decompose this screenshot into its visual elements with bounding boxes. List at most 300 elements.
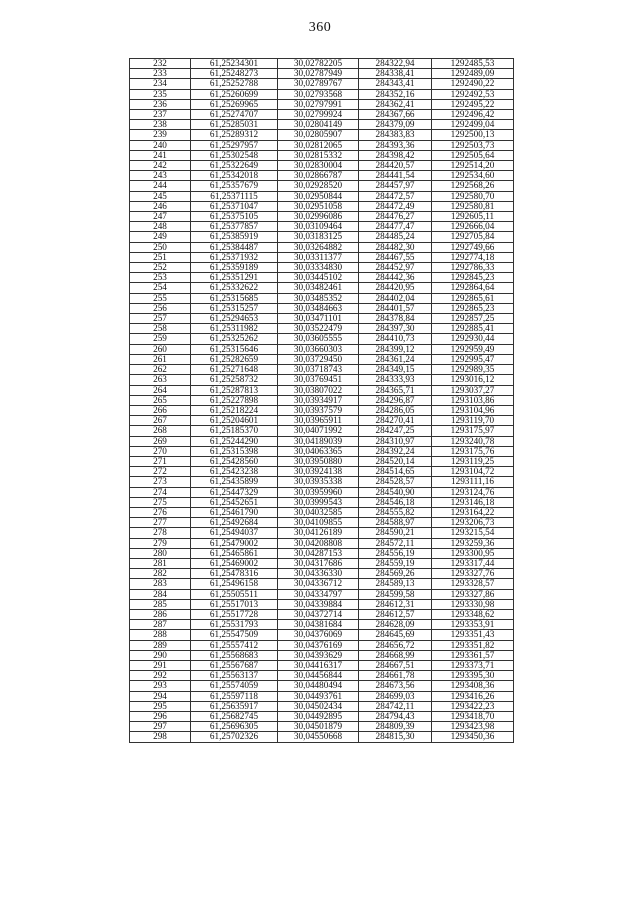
x-coordinate-cell: 284441,54 — [359, 171, 432, 181]
latitude-cell: 61,25702326 — [191, 732, 278, 742]
longitude-cell: 30,03937579 — [278, 405, 359, 415]
longitude-cell: 30,04032585 — [278, 507, 359, 517]
point-number-cell: 265 — [130, 395, 191, 405]
y-coordinate-cell: 1292865,61 — [432, 293, 514, 303]
table-row — [130, 232, 514, 242]
table-row — [130, 385, 514, 395]
y-coordinate-cell: 1293111,16 — [432, 477, 514, 487]
y-coordinate-cell: 1293146,18 — [432, 497, 514, 507]
latitude-cell: 61,25517013 — [191, 599, 278, 609]
latitude-cell: 61,25563137 — [191, 671, 278, 681]
table-row — [130, 263, 514, 273]
table-row — [130, 405, 514, 415]
point-number-cell: 239 — [130, 130, 191, 140]
x-coordinate-cell: 284667,51 — [359, 660, 432, 670]
latitude-cell: 61,25371932 — [191, 252, 278, 262]
latitude-cell: 61,25234301 — [191, 59, 278, 69]
table-row — [130, 671, 514, 681]
x-coordinate-cell: 284742,11 — [359, 701, 432, 711]
latitude-cell: 61,25274707 — [191, 110, 278, 120]
table-row — [130, 222, 514, 232]
longitude-cell: 30,03924138 — [278, 467, 359, 477]
x-coordinate-cell: 284555,82 — [359, 507, 432, 517]
y-coordinate-cell: 1293119,70 — [432, 416, 514, 426]
latitude-cell: 61,25244290 — [191, 436, 278, 446]
table-row — [130, 558, 514, 568]
y-coordinate-cell: 1293300,95 — [432, 548, 514, 558]
x-coordinate-cell: 284322,94 — [359, 59, 432, 69]
point-number-cell: 291 — [130, 660, 191, 670]
y-coordinate-cell: 1292492,53 — [432, 89, 514, 99]
table-row — [130, 171, 514, 181]
x-coordinate-cell: 284343,41 — [359, 79, 432, 89]
point-number-cell: 242 — [130, 161, 191, 171]
x-coordinate-cell: 284794,43 — [359, 712, 432, 722]
longitude-cell: 30,02793568 — [278, 89, 359, 99]
y-coordinate-cell: 1293423,98 — [432, 722, 514, 732]
point-number-cell: 280 — [130, 548, 191, 558]
longitude-cell: 30,04381684 — [278, 620, 359, 630]
latitude-cell: 61,25517728 — [191, 609, 278, 619]
x-coordinate-cell: 284296,87 — [359, 395, 432, 405]
point-number-cell: 281 — [130, 558, 191, 568]
table-row — [130, 467, 514, 477]
x-coordinate-cell: 284661,78 — [359, 671, 432, 681]
longitude-cell: 30,03959960 — [278, 487, 359, 497]
table-row — [130, 395, 514, 405]
x-coordinate-cell: 284410,73 — [359, 334, 432, 344]
latitude-cell: 61,25269965 — [191, 99, 278, 109]
latitude-cell: 61,25258732 — [191, 375, 278, 385]
point-number-cell: 236 — [130, 99, 191, 109]
table-row — [130, 660, 514, 670]
point-number-cell: 241 — [130, 150, 191, 160]
table-row — [130, 365, 514, 375]
latitude-cell: 61,25248273 — [191, 69, 278, 79]
table-row — [130, 181, 514, 191]
y-coordinate-cell: 1293317,44 — [432, 558, 514, 568]
y-coordinate-cell: 1292666,04 — [432, 222, 514, 232]
y-coordinate-cell: 1293450,36 — [432, 732, 514, 742]
table-row — [130, 620, 514, 630]
longitude-cell: 30,04493761 — [278, 691, 359, 701]
x-coordinate-cell: 284588,97 — [359, 518, 432, 528]
y-coordinate-cell: 1293327,76 — [432, 569, 514, 579]
table-row — [130, 548, 514, 558]
x-coordinate-cell: 284398,42 — [359, 150, 432, 160]
point-number-cell: 276 — [130, 507, 191, 517]
latitude-cell: 61,25384487 — [191, 242, 278, 252]
y-coordinate-cell: 1292989,35 — [432, 365, 514, 375]
point-number-cell: 286 — [130, 609, 191, 619]
latitude-cell: 61,25597118 — [191, 691, 278, 701]
longitude-cell: 30,04317686 — [278, 558, 359, 568]
longitude-cell: 30,04189039 — [278, 436, 359, 446]
point-number-cell: 295 — [130, 701, 191, 711]
longitude-cell: 30,03264882 — [278, 242, 359, 252]
x-coordinate-cell: 284572,11 — [359, 538, 432, 548]
longitude-cell: 30,04550668 — [278, 732, 359, 742]
point-number-cell: 298 — [130, 732, 191, 742]
y-coordinate-cell: 1293215,54 — [432, 528, 514, 538]
latitude-cell: 61,25435899 — [191, 477, 278, 487]
longitude-cell: 30,03965911 — [278, 416, 359, 426]
point-number-cell: 271 — [130, 456, 191, 466]
point-number-cell: 258 — [130, 324, 191, 334]
longitude-cell: 30,03484663 — [278, 303, 359, 313]
x-coordinate-cell: 284559,19 — [359, 558, 432, 568]
y-coordinate-cell: 1293037,27 — [432, 385, 514, 395]
x-coordinate-cell: 284673,56 — [359, 681, 432, 691]
longitude-cell: 30,02830004 — [278, 161, 359, 171]
table-row — [130, 354, 514, 364]
table-row — [130, 303, 514, 313]
x-coordinate-cell: 284482,30 — [359, 242, 432, 252]
point-number-cell: 285 — [130, 599, 191, 609]
latitude-cell: 61,25469002 — [191, 558, 278, 568]
x-coordinate-cell: 284520,14 — [359, 456, 432, 466]
x-coordinate-cell: 284452,97 — [359, 263, 432, 273]
longitude-cell: 30,02804149 — [278, 120, 359, 130]
x-coordinate-cell: 284528,57 — [359, 477, 432, 487]
table-row — [130, 446, 514, 456]
latitude-cell: 61,25371047 — [191, 201, 278, 211]
table-row — [130, 375, 514, 385]
point-number-cell: 293 — [130, 681, 191, 691]
latitude-cell: 61,25271648 — [191, 365, 278, 375]
table-row — [130, 609, 514, 619]
table-row — [130, 528, 514, 538]
latitude-cell: 61,25325262 — [191, 334, 278, 344]
point-number-cell: 256 — [130, 303, 191, 313]
point-number-cell: 275 — [130, 497, 191, 507]
table-row — [130, 477, 514, 487]
point-number-cell: 287 — [130, 620, 191, 630]
longitude-cell: 30,04287153 — [278, 548, 359, 558]
longitude-cell: 30,03660303 — [278, 344, 359, 354]
x-coordinate-cell: 284514,65 — [359, 467, 432, 477]
x-coordinate-cell: 284310,97 — [359, 436, 432, 446]
y-coordinate-cell: 1293328,57 — [432, 579, 514, 589]
point-number-cell: 289 — [130, 640, 191, 650]
y-coordinate-cell: 1292568,26 — [432, 181, 514, 191]
y-coordinate-cell: 1293016,12 — [432, 375, 514, 385]
table-row — [130, 650, 514, 660]
longitude-cell: 30,03807022 — [278, 385, 359, 395]
y-coordinate-cell: 1293240,78 — [432, 436, 514, 446]
table-row — [130, 252, 514, 262]
latitude-cell: 61,25461790 — [191, 507, 278, 517]
table-row — [130, 426, 514, 436]
point-number-cell: 273 — [130, 477, 191, 487]
x-coordinate-cell: 284589,13 — [359, 579, 432, 589]
longitude-cell: 30,04456844 — [278, 671, 359, 681]
x-coordinate-cell: 284569,26 — [359, 569, 432, 579]
longitude-cell: 30,04126189 — [278, 528, 359, 538]
latitude-cell: 61,25315398 — [191, 446, 278, 456]
x-coordinate-cell: 284599,58 — [359, 589, 432, 599]
x-coordinate-cell: 284472,49 — [359, 201, 432, 211]
latitude-cell: 61,25282659 — [191, 354, 278, 364]
y-coordinate-cell: 1292514,20 — [432, 161, 514, 171]
point-number-cell: 294 — [130, 691, 191, 701]
point-number-cell: 262 — [130, 365, 191, 375]
table-row — [130, 518, 514, 528]
point-number-cell: 290 — [130, 650, 191, 660]
table-row — [130, 456, 514, 466]
table-row — [130, 273, 514, 283]
point-number-cell: 245 — [130, 191, 191, 201]
point-number-cell: 247 — [130, 212, 191, 222]
table-row — [130, 722, 514, 732]
y-coordinate-cell: 1293395,30 — [432, 671, 514, 681]
x-coordinate-cell: 284457,97 — [359, 181, 432, 191]
point-number-cell: 238 — [130, 120, 191, 130]
point-number-cell: 249 — [130, 232, 191, 242]
y-coordinate-cell: 1292774,18 — [432, 252, 514, 262]
latitude-cell: 61,25447329 — [191, 487, 278, 497]
y-coordinate-cell: 1292505,64 — [432, 150, 514, 160]
table-row — [130, 283, 514, 293]
latitude-cell: 61,25496158 — [191, 579, 278, 589]
point-number-cell: 282 — [130, 569, 191, 579]
table-row — [130, 681, 514, 691]
latitude-cell: 61,25289312 — [191, 130, 278, 140]
latitude-cell: 61,25479002 — [191, 538, 278, 548]
point-number-cell: 278 — [130, 528, 191, 538]
longitude-cell: 30,03471101 — [278, 314, 359, 324]
point-number-cell: 279 — [130, 538, 191, 548]
x-coordinate-cell: 284383,83 — [359, 130, 432, 140]
y-coordinate-cell: 1293408,36 — [432, 681, 514, 691]
x-coordinate-cell: 284472,57 — [359, 191, 432, 201]
point-number-cell: 251 — [130, 252, 191, 262]
longitude-cell: 30,02951058 — [278, 201, 359, 211]
table-row — [130, 599, 514, 609]
latitude-cell: 61,25297957 — [191, 140, 278, 150]
table-row — [130, 79, 514, 89]
point-number-cell: 272 — [130, 467, 191, 477]
y-coordinate-cell: 1292490,22 — [432, 79, 514, 89]
y-coordinate-cell: 1292857,25 — [432, 314, 514, 324]
x-coordinate-cell: 284367,66 — [359, 110, 432, 120]
point-number-cell: 292 — [130, 671, 191, 681]
table-row — [130, 242, 514, 252]
x-coordinate-cell: 284333,93 — [359, 375, 432, 385]
x-coordinate-cell: 284815,30 — [359, 732, 432, 742]
x-coordinate-cell: 284656,72 — [359, 640, 432, 650]
table-row — [130, 191, 514, 201]
x-coordinate-cell: 284397,30 — [359, 324, 432, 334]
x-coordinate-cell: 284365,71 — [359, 385, 432, 395]
point-number-cell: 240 — [130, 140, 191, 150]
y-coordinate-cell: 1293206,73 — [432, 518, 514, 528]
latitude-cell: 61,25218224 — [191, 405, 278, 415]
y-coordinate-cell: 1292995,47 — [432, 354, 514, 364]
longitude-cell: 30,03950880 — [278, 456, 359, 466]
longitude-cell: 30,04336712 — [278, 579, 359, 589]
table-row — [130, 99, 514, 109]
y-coordinate-cell: 1292865,23 — [432, 303, 514, 313]
table-row — [130, 630, 514, 640]
longitude-cell: 30,03183125 — [278, 232, 359, 242]
latitude-cell: 61,25322649 — [191, 161, 278, 171]
x-coordinate-cell: 284476,27 — [359, 212, 432, 222]
latitude-cell: 61,25635917 — [191, 701, 278, 711]
page-number: 360 — [308, 20, 332, 35]
latitude-cell: 61,25357679 — [191, 181, 278, 191]
longitude-cell: 30,03109464 — [278, 222, 359, 232]
y-coordinate-cell: 1293124,76 — [432, 487, 514, 497]
y-coordinate-cell: 1292495,22 — [432, 99, 514, 109]
y-coordinate-cell: 1292489,09 — [432, 69, 514, 79]
latitude-cell: 61,25385919 — [191, 232, 278, 242]
latitude-cell: 61,25359189 — [191, 263, 278, 273]
latitude-cell: 61,25311982 — [191, 324, 278, 334]
x-coordinate-cell: 284546,18 — [359, 497, 432, 507]
latitude-cell: 61,25315646 — [191, 344, 278, 354]
point-number-cell: 277 — [130, 518, 191, 528]
latitude-cell: 61,25682745 — [191, 712, 278, 722]
longitude-cell: 30,04109855 — [278, 518, 359, 528]
point-number-cell: 263 — [130, 375, 191, 385]
y-coordinate-cell: 1292534,60 — [432, 171, 514, 181]
point-number-cell: 266 — [130, 405, 191, 415]
latitude-cell: 61,25547509 — [191, 630, 278, 640]
latitude-cell: 61,25505511 — [191, 589, 278, 599]
longitude-cell: 30,04336330 — [278, 569, 359, 579]
point-number-cell: 255 — [130, 293, 191, 303]
table-row — [130, 69, 514, 79]
table-row — [130, 701, 514, 711]
y-coordinate-cell: 1292605,11 — [432, 212, 514, 222]
point-number-cell: 246 — [130, 201, 191, 211]
table-row — [130, 334, 514, 344]
y-coordinate-cell: 1293175,76 — [432, 446, 514, 456]
longitude-cell: 30,02789767 — [278, 79, 359, 89]
x-coordinate-cell: 284420,95 — [359, 283, 432, 293]
y-coordinate-cell: 1293418,70 — [432, 712, 514, 722]
point-number-cell: 270 — [130, 446, 191, 456]
table-row — [130, 436, 514, 446]
longitude-cell: 30,02787949 — [278, 69, 359, 79]
x-coordinate-cell: 284699,03 — [359, 691, 432, 701]
point-number-cell: 233 — [130, 69, 191, 79]
y-coordinate-cell: 1293351,43 — [432, 630, 514, 640]
latitude-cell: 61,25185370 — [191, 426, 278, 436]
x-coordinate-cell: 284399,12 — [359, 344, 432, 354]
point-number-cell: 268 — [130, 426, 191, 436]
table-row — [130, 150, 514, 160]
table-row — [130, 344, 514, 354]
latitude-cell: 61,25377857 — [191, 222, 278, 232]
table-row — [130, 416, 514, 426]
longitude-cell: 30,04063365 — [278, 446, 359, 456]
longitude-cell: 30,04376069 — [278, 630, 359, 640]
y-coordinate-cell: 1293119,25 — [432, 456, 514, 466]
longitude-cell: 30,03485352 — [278, 293, 359, 303]
x-coordinate-cell: 284485,24 — [359, 232, 432, 242]
y-coordinate-cell: 1293361,57 — [432, 650, 514, 660]
y-coordinate-cell: 1292885,41 — [432, 324, 514, 334]
x-coordinate-cell: 284338,41 — [359, 69, 432, 79]
table-row — [130, 120, 514, 130]
latitude-cell: 61,25567687 — [191, 660, 278, 670]
latitude-cell: 61,25285031 — [191, 120, 278, 130]
y-coordinate-cell: 1292503,73 — [432, 140, 514, 150]
longitude-cell: 30,04501879 — [278, 722, 359, 732]
point-number-cell: 250 — [130, 242, 191, 252]
coordinates-table — [129, 58, 514, 743]
y-coordinate-cell: 1293373,71 — [432, 660, 514, 670]
x-coordinate-cell: 284467,55 — [359, 252, 432, 262]
point-number-cell: 253 — [130, 273, 191, 283]
x-coordinate-cell: 284392,24 — [359, 446, 432, 456]
latitude-cell: 61,25492684 — [191, 518, 278, 528]
y-coordinate-cell: 1293353,91 — [432, 620, 514, 630]
x-coordinate-cell: 284247,25 — [359, 426, 432, 436]
latitude-cell: 61,25204601 — [191, 416, 278, 426]
y-coordinate-cell: 1293175,97 — [432, 426, 514, 436]
longitude-cell: 30,04372714 — [278, 609, 359, 619]
longitude-cell: 30,04502434 — [278, 701, 359, 711]
point-number-cell: 235 — [130, 89, 191, 99]
y-coordinate-cell: 1293259,36 — [432, 538, 514, 548]
x-coordinate-cell: 284378,84 — [359, 314, 432, 324]
longitude-cell: 30,02950844 — [278, 191, 359, 201]
point-number-cell: 243 — [130, 171, 191, 181]
x-coordinate-cell: 284628,09 — [359, 620, 432, 630]
point-number-cell: 264 — [130, 385, 191, 395]
y-coordinate-cell: 1292930,44 — [432, 334, 514, 344]
y-coordinate-cell: 1292580,70 — [432, 191, 514, 201]
latitude-cell: 61,25465861 — [191, 548, 278, 558]
table-row — [130, 732, 514, 742]
latitude-cell: 61,25574059 — [191, 681, 278, 691]
table-row — [130, 212, 514, 222]
longitude-cell: 30,02799924 — [278, 110, 359, 120]
longitude-cell: 30,02815332 — [278, 150, 359, 160]
y-coordinate-cell: 1292959,49 — [432, 344, 514, 354]
y-coordinate-cell: 1293327,86 — [432, 589, 514, 599]
coordinates-table-body — [130, 59, 514, 743]
y-coordinate-cell: 1292580,81 — [432, 201, 514, 211]
x-coordinate-cell: 284612,57 — [359, 609, 432, 619]
latitude-cell: 61,25375105 — [191, 212, 278, 222]
y-coordinate-cell: 1293104,96 — [432, 405, 514, 415]
point-number-cell: 252 — [130, 263, 191, 273]
table-row — [130, 130, 514, 140]
latitude-cell: 61,25315685 — [191, 293, 278, 303]
x-coordinate-cell: 284402,04 — [359, 293, 432, 303]
table-row — [130, 59, 514, 69]
x-coordinate-cell: 284286,05 — [359, 405, 432, 415]
table-row — [130, 589, 514, 599]
longitude-cell: 30,04376169 — [278, 640, 359, 650]
latitude-cell: 61,25696305 — [191, 722, 278, 732]
table-row — [130, 507, 514, 517]
y-coordinate-cell: 1293103,86 — [432, 395, 514, 405]
longitude-cell: 30,03935338 — [278, 477, 359, 487]
latitude-cell: 61,25287813 — [191, 385, 278, 395]
y-coordinate-cell: 1292864,64 — [432, 283, 514, 293]
longitude-cell: 30,03934917 — [278, 395, 359, 405]
longitude-cell: 30,03311377 — [278, 252, 359, 262]
y-coordinate-cell: 1292845,23 — [432, 273, 514, 283]
table-row — [130, 324, 514, 334]
y-coordinate-cell: 1293351,82 — [432, 640, 514, 650]
longitude-cell: 30,04071992 — [278, 426, 359, 436]
